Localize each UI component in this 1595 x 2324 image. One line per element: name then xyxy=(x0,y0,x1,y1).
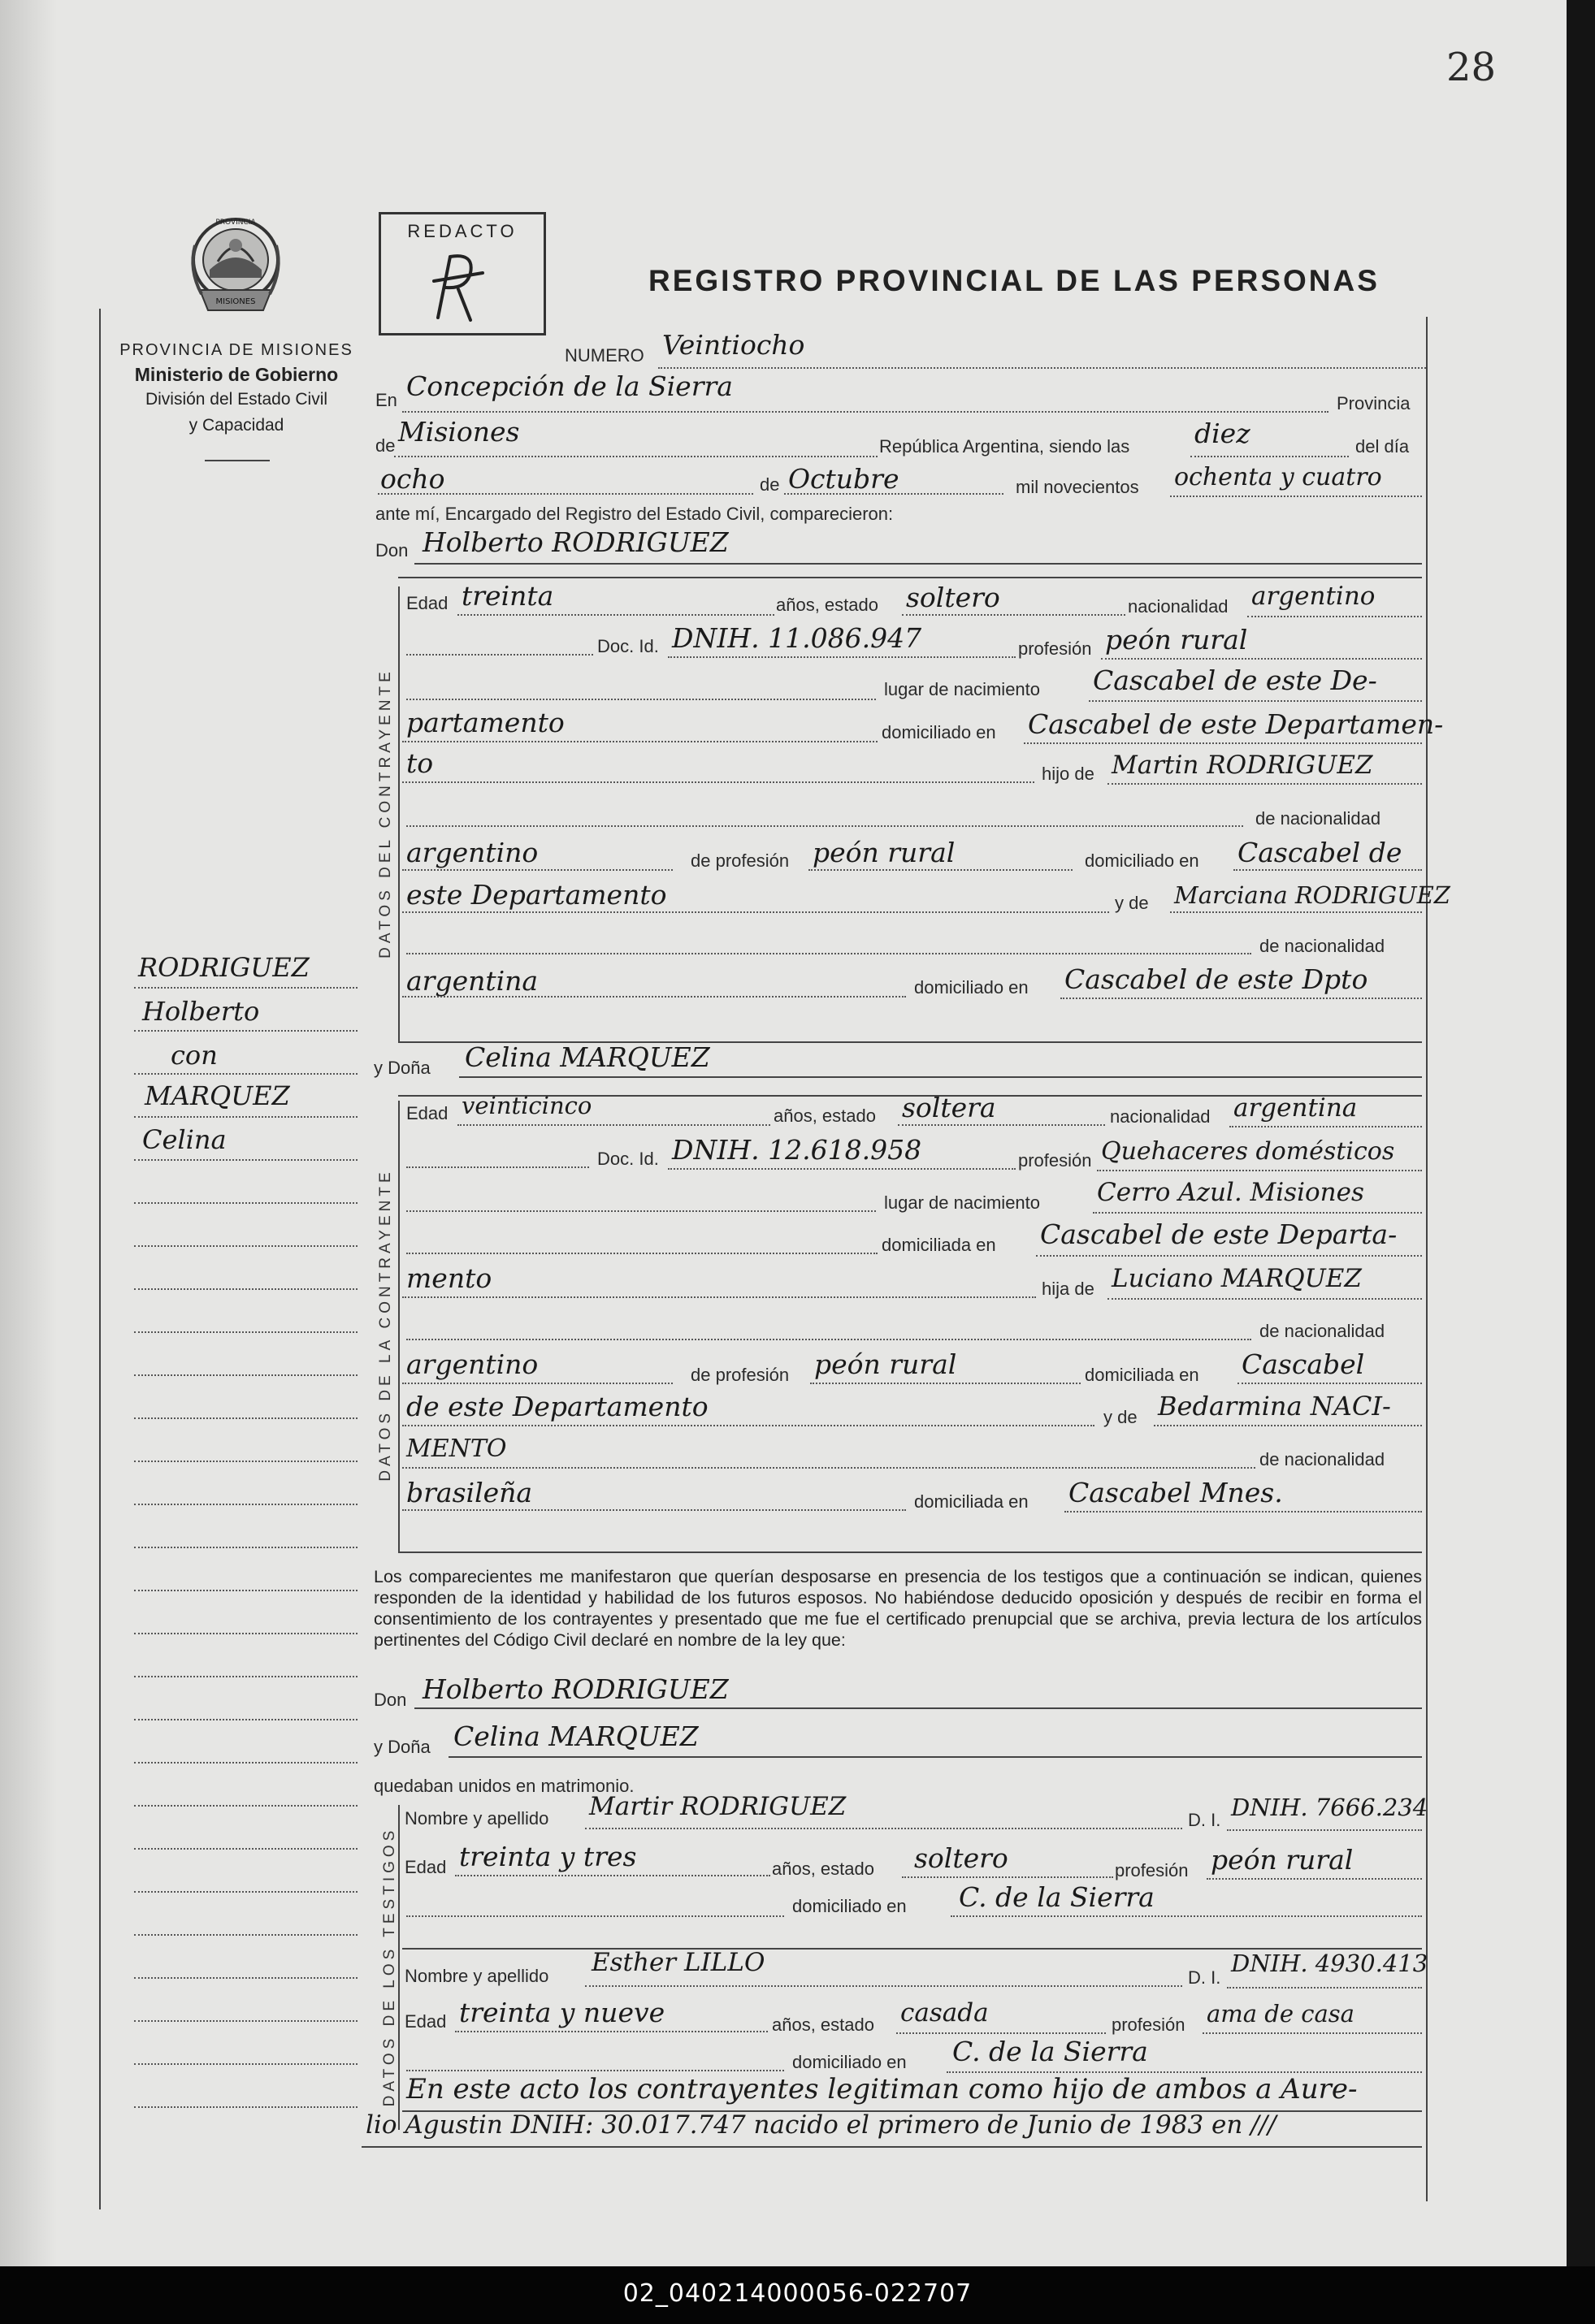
de-mes-label: de xyxy=(760,474,780,495)
groom-padre-prof-line xyxy=(808,869,1073,871)
bride-domicilio: Cascabel de este Departa- xyxy=(1040,1218,1398,1250)
bride-profesion-label: profesión xyxy=(1018,1150,1092,1171)
groom-edad-label: Edad xyxy=(406,593,449,613)
w1-profesion: peón rural xyxy=(1211,1844,1354,1876)
margin-ruled-line xyxy=(134,1030,358,1032)
bride-padre-domicilio-label: domiciliada en xyxy=(1085,1365,1199,1385)
province-label: PROVINCIA DE MISIONES xyxy=(119,341,353,359)
bride-profesion-line xyxy=(1097,1170,1422,1171)
republica-label: República Argentina, siendo las xyxy=(879,436,1130,457)
margin-note-4: MARQUEZ xyxy=(145,1080,290,1111)
groom-padre-line xyxy=(1107,783,1422,785)
groom-madre-line xyxy=(1170,911,1422,913)
don-label: Don xyxy=(375,540,409,560)
page-binding-shadow xyxy=(0,0,57,2266)
groom-padre-profesion: peón rural xyxy=(813,837,956,868)
groom-padre-domicilio: Cascabel de xyxy=(1237,837,1402,868)
bride-padre: Luciano MARQUEZ xyxy=(1112,1264,1362,1293)
provincia-value: Misiones xyxy=(398,416,520,448)
w1-dom-pre-line xyxy=(406,1915,784,1917)
bride-doc: DNIH. 12.618.958 xyxy=(672,1134,922,1166)
redacto-initials-signature xyxy=(414,249,503,326)
w1-profesion-label: profesión xyxy=(1115,1860,1189,1880)
groom-nacionalidad: argentino xyxy=(1251,582,1376,611)
mes-value: Octubre xyxy=(788,463,899,495)
groom-padre-nac-line xyxy=(402,869,673,871)
del-dia-label: del día xyxy=(1355,436,1410,457)
margin-ruled-line xyxy=(134,1116,358,1118)
w1-domicilio-label: domiciliado en xyxy=(792,1896,907,1916)
bride-padre-domicilio-cont: de este Departamento xyxy=(406,1391,709,1422)
groom-padre-nac-label: de nacionalidad xyxy=(1255,808,1381,829)
groom-estado: soltero xyxy=(906,582,1000,613)
margin-ruled-line xyxy=(134,1073,358,1075)
w1-estado-line xyxy=(902,1876,1113,1878)
ministry-label: Ministerio de Gobierno xyxy=(134,364,339,385)
margin-ruled-line xyxy=(134,1331,358,1333)
groom-domicilio: Cascabel de este Departamen- xyxy=(1028,708,1444,740)
groom-doc: DNIH. 11.086.947 xyxy=(672,622,922,654)
bride-madre-dom-line xyxy=(1064,1511,1422,1513)
bride-hija-label: hija de xyxy=(1042,1279,1094,1299)
bride-edad-line xyxy=(457,1124,770,1126)
bride-madre-nacionalidad: brasileña xyxy=(406,1477,533,1508)
bride-dom-cont-line xyxy=(402,1296,1036,1298)
province-emblem-icon xyxy=(185,213,286,322)
margin-ruled-line xyxy=(134,1977,358,1979)
bride-domicilio-cont: mento xyxy=(406,1262,492,1294)
bride-nacionalidad-label: nacionalidad xyxy=(1110,1106,1211,1127)
bride-nacionalidad: argentina xyxy=(1233,1093,1358,1123)
groom-madre: Marciana RODRIGUEZ xyxy=(1174,881,1450,909)
bride-madre-domicilio: Cascabel Mnes. xyxy=(1068,1477,1283,1508)
w2-estado-line xyxy=(896,2032,1106,2034)
groom-profesion: peón rural xyxy=(1105,624,1248,656)
bride-edad-label: Edad xyxy=(406,1103,449,1123)
margin-ruled-line xyxy=(134,1288,358,1290)
w1-domicilio-line xyxy=(951,1915,1422,1917)
margin-ruled-line xyxy=(134,1417,358,1419)
dona-label: y Doña xyxy=(374,1058,431,1078)
redacto-label: REDACTO xyxy=(407,221,518,241)
groom-section-label: DATOS DEL CONTRAYENTE xyxy=(377,668,394,959)
page-number: 28 xyxy=(1446,45,1497,90)
mil-novecientos-label: mil novecientos xyxy=(1016,477,1139,497)
margin-ruled-line xyxy=(134,2063,358,2065)
margin-ruled-line xyxy=(134,1590,358,1591)
margin-ruled-line xyxy=(134,1159,358,1161)
bride-madre-cont: MENTO xyxy=(406,1435,507,1463)
bride-profesion: Quehaceres domésticos xyxy=(1101,1137,1395,1166)
note-line-2-rule xyxy=(362,2146,1422,2148)
w2-edad-line xyxy=(455,2031,768,2032)
document-title: REGISTRO PROVINCIAL DE LAS PERSONAS xyxy=(648,264,1380,297)
bride-nacionalidad-line xyxy=(1229,1126,1422,1127)
consent-paragraph: Los comparecientes me manifestaron que querían desposarse en presencia de los testigos que a continuación se indican, quienes responden de la identidad y habilidad de los futuros esposos. No habiéndose deducido oposición y después de recibir en forma el consentimiento de los contrayentes y presentado que me fue el certificado prenupcial que se archiva, previa lectura de los artículos pertinentes del Código Civil declaré en nombre de la ley que: xyxy=(374,1567,1422,1650)
groom-madre-domicilio: Cascabel de este Dpto xyxy=(1064,963,1368,995)
groom-nacimiento: Cascabel de este De- xyxy=(1093,664,1377,696)
groom-madre-domicilio-label: domiciliado en xyxy=(914,977,1029,998)
anio-line xyxy=(1170,496,1422,497)
margin-ruled-line xyxy=(134,1805,358,1807)
left-margin-rule xyxy=(99,309,101,2209)
groom-edad-line xyxy=(457,614,774,616)
bride-padre-profesion-label: de profesión xyxy=(691,1365,790,1385)
bride-nacimiento-label: lugar de nacimiento xyxy=(884,1192,1041,1213)
groom-estado-line xyxy=(902,614,1125,616)
w2-estado: casada xyxy=(900,1998,989,2028)
w2-domicilio-label: domiciliado en xyxy=(792,2052,907,2072)
provincia-line xyxy=(394,456,878,457)
w1-di-label: D. I. xyxy=(1188,1810,1221,1830)
w1-edad-label: Edad xyxy=(405,1857,447,1877)
groom-profesion-line xyxy=(1101,658,1422,660)
bride-name: Celina MARQUEZ xyxy=(465,1041,710,1073)
groom-padre-dom-cont-line xyxy=(402,911,1109,913)
groom-padre-domicilio-label: domiciliado en xyxy=(1085,850,1199,871)
w2-nombre: Esther LILLO xyxy=(592,1948,765,1977)
decl-dona-line xyxy=(449,1756,1422,1758)
bride-nacimiento-line xyxy=(1093,1212,1422,1214)
groom-domicilio-cont: to xyxy=(406,747,434,779)
margin-note-5: Celina xyxy=(142,1124,227,1155)
bride-padre-nac-label: de nacionalidad xyxy=(1259,1321,1385,1341)
groom-madre-extra-line xyxy=(406,953,1251,954)
w2-profesion-line xyxy=(1203,2032,1422,2034)
bride-madre: Bedarmina NACI- xyxy=(1158,1391,1391,1422)
bride-madre-line xyxy=(1154,1425,1422,1426)
margin-ruled-line xyxy=(134,1762,358,1764)
margin-ruled-line xyxy=(134,2020,358,2022)
bride-padre-line xyxy=(1107,1298,1422,1300)
hora-value: diez xyxy=(1194,418,1250,449)
groom-domicilio-cont-line xyxy=(402,781,1034,783)
groom-nacimiento-label: lugar de nacimiento xyxy=(884,679,1041,699)
bride-madre-cont-line xyxy=(402,1467,1255,1469)
w2-edad: treinta y nueve xyxy=(459,1997,665,2028)
emblem-text-top: PROVINCIA xyxy=(215,219,256,227)
groom-nacimiento-cont: partamento xyxy=(406,707,565,738)
bride-padre-dom-cont-line xyxy=(402,1425,1094,1426)
w2-dom-pre-line xyxy=(406,2070,784,2071)
bride-padre-profesion: peón rural xyxy=(814,1348,957,1380)
w1-domicilio: C. de la Sierra xyxy=(959,1881,1155,1913)
bride-padre-domicilio: Cascabel xyxy=(1242,1348,1365,1380)
groom-padre-nacionalidad: argentino xyxy=(406,837,539,868)
margin-ruled-line xyxy=(134,1633,358,1634)
bride-madre-domicilio-label: domiciliada en xyxy=(914,1491,1029,1512)
note-line-1: En este acto los contrayentes legitiman como hijo de ambos a Aure- xyxy=(406,2073,1358,2105)
groom-madre-nacionalidad: argentina xyxy=(406,965,539,997)
w2-di-label: D. I. xyxy=(1188,1967,1221,1988)
margin-ruled-line xyxy=(134,1504,358,1505)
anio-value: ochenta y cuatro xyxy=(1174,463,1382,491)
bride-name-line xyxy=(459,1076,1422,1078)
witness-section-label: DATOS DE LOS TESTIGOS xyxy=(381,1826,398,2107)
bride-nacimiento: Cerro Azul. Misiones xyxy=(1097,1178,1364,1207)
groom-nacionalidad-label: nacionalidad xyxy=(1128,596,1229,617)
groom-hijo-label: hijo de xyxy=(1042,764,1094,784)
lugar-value: Concepción de la Sierra xyxy=(406,370,733,402)
numero-line xyxy=(658,367,1426,369)
w2-nombre-label: Nombre y apellido xyxy=(405,1966,549,1986)
bride-section-label: DATOS DE LA CONTRAYENTE xyxy=(377,1168,394,1482)
w1-edad: treinta y tres xyxy=(459,1841,637,1872)
bride-estado-line xyxy=(898,1124,1105,1126)
groom-doc-pre-line xyxy=(406,654,593,656)
bride-estado-label: años, estado xyxy=(774,1106,876,1126)
groom-nacimiento-line xyxy=(1089,700,1422,702)
dia-line xyxy=(378,493,753,495)
numero-value: Veintiocho xyxy=(662,329,805,361)
margin-ruled-line xyxy=(134,1719,358,1720)
bride-section-rule xyxy=(398,1101,400,1551)
redacto-box xyxy=(379,212,546,335)
en-label: En xyxy=(375,390,397,410)
bride-madre-nac-label: de nacionalidad xyxy=(1259,1449,1385,1469)
hora-line xyxy=(1190,456,1349,457)
ministry-divider xyxy=(205,460,270,461)
w2-domicilio: C. de la Sierra xyxy=(952,2036,1148,2067)
de-label: de xyxy=(375,435,396,456)
division-label-2: y Capacidad xyxy=(189,416,284,435)
w1-nombre: Martir RODRIGUEZ xyxy=(589,1792,847,1821)
right-margin-rule xyxy=(1426,317,1428,2201)
ante-mi-label: ante mí, Encargado del Registro del Estado Civil, comparecieron: xyxy=(375,504,894,524)
groom-padre-domicilio-cont: este Departamento xyxy=(406,879,667,911)
bride-domicilio-label: domiciliada en xyxy=(882,1235,996,1255)
w2-nombre-line xyxy=(585,1985,1182,1987)
groom-doc-label: Doc. Id. xyxy=(597,636,659,656)
groom-domicilio-label: domiciliado en xyxy=(882,722,996,742)
division-label-1: División del Estado Civil xyxy=(145,390,328,409)
w2-profesion: ama de casa xyxy=(1207,2000,1354,2028)
w1-estado: soltero xyxy=(914,1842,1008,1874)
groom-madre-nac-line xyxy=(402,996,906,998)
w1-nombre-label: Nombre y apellido xyxy=(405,1808,549,1828)
lugar-line xyxy=(402,411,1328,413)
w1-di-line xyxy=(1227,1829,1422,1831)
bride-doc-pre-line xyxy=(406,1166,589,1168)
bride-domicilio-line xyxy=(1036,1255,1422,1257)
bride-madre-label: y de xyxy=(1103,1407,1138,1427)
groom-doc-line xyxy=(668,656,1016,658)
decl-dona-name: Celina MARQUEZ xyxy=(453,1720,699,1752)
note-line-2: lio Agustin DNIH: 30.017.747 nacido el primero de Junio de 1983 en /// xyxy=(366,2110,1276,2140)
bride-section-end xyxy=(398,1551,1422,1553)
decl-don-name: Holberto RODRIGUEZ xyxy=(423,1673,729,1705)
w2-di-line xyxy=(1227,1987,1422,1989)
mes-line xyxy=(784,493,1003,495)
groom-madre-label: y de xyxy=(1115,893,1149,913)
groom-profesion-label: profesión xyxy=(1018,638,1092,659)
groom-name-line-2 xyxy=(398,577,1422,578)
groom-section-rule xyxy=(398,586,400,1041)
bride-nac-pre-line xyxy=(406,1210,876,1212)
groom-estado-label: años, estado xyxy=(776,595,878,615)
w1-profesion-line xyxy=(1207,1878,1422,1880)
w2-edad-label: Edad xyxy=(405,2011,447,2032)
bride-padre-dom-line xyxy=(1237,1383,1422,1384)
w1-edad-line xyxy=(455,1875,770,1876)
groom-name-line xyxy=(414,563,1422,565)
decl-dona-label: y Doña xyxy=(374,1737,431,1757)
w1-estado-label: años, estado xyxy=(772,1859,874,1879)
margin-ruled-line xyxy=(134,1676,358,1677)
groom-nacionalidad-line xyxy=(1247,616,1422,617)
w1-di: DNIH. 7666.234 xyxy=(1231,1794,1428,1821)
w2-estado-label: años, estado xyxy=(772,2015,874,2035)
margin-ruled-line xyxy=(134,1461,358,1462)
provincia-label: Provincia xyxy=(1337,393,1411,413)
dia-value: ocho xyxy=(380,463,445,495)
w2-profesion-label: profesión xyxy=(1112,2015,1185,2035)
groom-nac-pre-line xyxy=(406,699,876,700)
bride-madre-nac-line xyxy=(402,1509,906,1511)
groom-domicilio-line xyxy=(1024,742,1422,744)
bride-doc-label: Doc. Id. xyxy=(597,1149,659,1169)
margin-note-1: RODRIGUEZ xyxy=(138,952,310,983)
groom-padre-dom-line xyxy=(1233,869,1422,871)
groom-edad: treinta xyxy=(462,580,554,612)
bride-dom-pre-line xyxy=(406,1253,878,1254)
margin-ruled-line xyxy=(134,1202,358,1204)
margin-ruled-line xyxy=(134,1934,358,1936)
decl-don-line xyxy=(414,1707,1422,1709)
margin-ruled-line xyxy=(134,1891,358,1893)
quedaban-label: quedaban unidos en matrimonio. xyxy=(374,1776,635,1796)
w2-di: DNIH. 4930.413 xyxy=(1231,1950,1428,1977)
bride-padre-nac-line xyxy=(402,1383,673,1384)
margin-note-2: Holberto xyxy=(142,996,260,1027)
margin-ruled-line xyxy=(134,1374,358,1376)
emblem-text-bottom: MISIONES xyxy=(215,297,256,306)
groom-madre-nac-label: de nacionalidad xyxy=(1259,936,1385,956)
w1-nombre-line xyxy=(585,1828,1182,1829)
footer-image-id: 02_040214000056-022707 xyxy=(622,2279,973,2308)
bride-estado: soltera xyxy=(902,1092,996,1123)
groom-padre-profesion-label: de profesión xyxy=(691,850,790,871)
groom-padre: Martin RODRIGUEZ xyxy=(1112,751,1373,780)
decl-don-label: Don xyxy=(374,1690,407,1710)
bride-padre-extra-line xyxy=(406,1339,1251,1340)
bride-padre-nacionalidad: argentino xyxy=(406,1348,539,1380)
bride-edad: veinticinco xyxy=(462,1092,592,1119)
groom-madre-dom-line xyxy=(1060,998,1422,999)
margin-ruled-line xyxy=(134,2106,358,2108)
margin-ruled-line xyxy=(134,1245,358,1247)
groom-nacimiento-cont-line xyxy=(402,741,878,742)
bride-padre-prof-line xyxy=(810,1383,1081,1384)
margin-ruled-line xyxy=(134,1547,358,1548)
margin-ruled-line xyxy=(134,1848,358,1850)
bride-doc-line xyxy=(668,1168,1016,1170)
groom-name: Holberto RODRIGUEZ xyxy=(423,526,729,558)
numero-label: NUMERO xyxy=(565,345,644,366)
margin-note-3: con xyxy=(171,1040,218,1071)
margin-ruled-line xyxy=(134,987,358,989)
groom-padre-extra-line xyxy=(406,825,1243,827)
